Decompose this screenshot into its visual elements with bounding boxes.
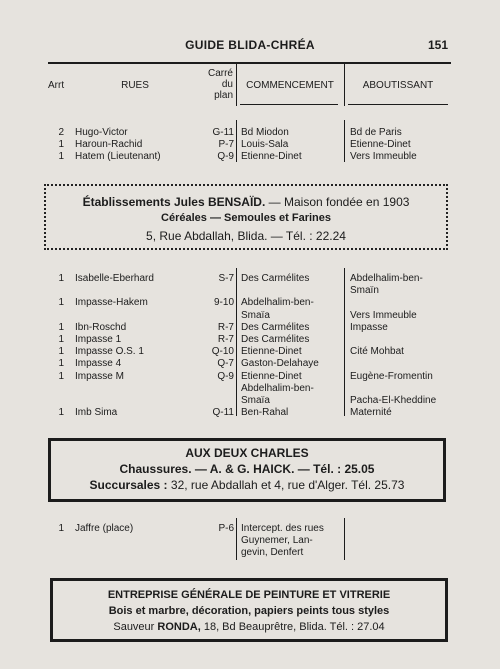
ad-bensaid-line2: Céréales — Semoules et Farines: [161, 212, 331, 224]
cell-carre: R-7: [217, 321, 234, 333]
cell-rue: Hugo-Victor: [75, 127, 128, 138]
cell-commencement: Ben-Rahal: [241, 407, 289, 419]
cell-carre: Q-9: [217, 151, 234, 162]
cell-commencement: Abdelhalim-ben-: [241, 382, 314, 394]
cell-arrt: 1: [58, 297, 64, 309]
cell-rue: Impasse-Hakem: [75, 297, 148, 309]
col-carre-l3: plan: [214, 90, 233, 101]
cell-carre: P-6: [218, 523, 234, 534]
cell-arrt: 1: [58, 151, 64, 162]
cell-aboutissant: Pacha-El-Kheddine: [350, 395, 437, 406]
cell-rue: Impasse 4: [75, 358, 122, 370]
cell-aboutissant: Vers Immeuble: [350, 151, 417, 162]
cell-carre: Q-10: [211, 346, 234, 358]
cell-arrt: 1: [58, 321, 64, 333]
ad-deux-charles-addr: 32, rue Abdallah et 4, rue d'Alger. Tél. 25.73: [170, 478, 405, 492]
cell-aboutissant: Impasse: [350, 321, 388, 333]
ad-bensaid: [44, 184, 448, 250]
cell-rue: Impasse M: [75, 370, 124, 382]
cell-commencement: Smaïa: [241, 395, 270, 406]
col-carre-l1: Carré: [207, 68, 233, 79]
cell-rue: Imb Sima: [75, 407, 118, 419]
ad-bensaid-line1: [46, 195, 446, 209]
col-divider: [344, 120, 345, 162]
cell-rue: Impasse 1: [75, 334, 122, 345]
cell-carre: R-7: [217, 334, 234, 345]
cell-arrt: 1: [58, 273, 64, 284]
cell-aboutissant: Etienne-Dinet: [350, 139, 411, 150]
ad-deux-charles: [48, 438, 446, 502]
col-head-underline: [348, 104, 448, 105]
cell-arrt: 2: [58, 127, 64, 138]
cell-arrt: 1: [58, 139, 64, 150]
col-divider: [236, 120, 237, 162]
cell-carre: Q-7: [217, 358, 234, 370]
cell-arrt: 1: [58, 358, 64, 370]
cell-commencement: Guynemer, Lan-: [241, 535, 313, 546]
col-carre: [193, 68, 233, 101]
cell-carre: Q-9: [217, 370, 234, 382]
cell-commencement: Des Carmélites: [241, 273, 310, 284]
cell-rue: Hatem (Lieutenant): [75, 151, 161, 162]
page-header-title: GUIDE BLIDA-CHRÉA: [185, 38, 315, 52]
ad-bensaid-line3: 5, Rue Abdallah, Blida. — Tél. : 22.24: [146, 229, 346, 243]
ad-deux-charles-line2: Chaussures. — A. & G. HAICK. — Tél. : 25.05: [119, 462, 375, 476]
cell-commencement: gevin, Denfert: [241, 547, 304, 558]
cell-commencement: Etienne-Dinet: [241, 370, 302, 382]
page-number: 151: [428, 38, 449, 52]
col-commencement: COMMENCEMENT: [246, 80, 334, 91]
ad-ronda-rest: 18, Bd Beauprêtre, Blida. Tél. : 27.04: [200, 621, 385, 633]
cell-aboutissant: Abdelhalim-ben-: [350, 273, 423, 284]
cell-rue: Ibn-Roschd: [75, 321, 127, 333]
cell-aboutissant: Smaïn: [350, 285, 379, 297]
cell-commencement: Louis-Sala: [241, 139, 289, 150]
ad-ronda-name: RONDA,: [157, 621, 201, 633]
ad-bensaid-suffix: — Maison fondée en 1903: [265, 195, 410, 209]
cell-aboutissant: Cité Mohbat: [350, 346, 404, 358]
cell-commencement: Gaston-Delahaye: [241, 358, 319, 370]
cell-commencement: Abdelhalim-ben-: [241, 297, 314, 309]
cell-carre: P-7: [218, 139, 234, 150]
ad-ronda-line1: ENTREPRISE GÉNÉRALE DE PEINTURE ET VITRERIE: [107, 589, 391, 601]
cell-aboutissant: Eugène-Fromentin: [350, 370, 433, 382]
col-divider: [236, 268, 237, 416]
cell-aboutissant: Bd de Paris: [350, 127, 402, 138]
cell-commencement: Des Carmélites: [241, 334, 310, 345]
cell-arrt: 1: [58, 346, 64, 358]
cell-commencement: Smaïa: [241, 309, 270, 321]
ad-deux-charles-succ: Succursales :: [89, 478, 171, 492]
ad-bensaid-prefix: Établissements Jules: [82, 195, 208, 209]
cell-commencement: Des Carmélites: [241, 321, 310, 333]
cell-commencement: Etienne-Dinet: [241, 151, 302, 162]
ad-ronda-line2: Bois et marbre, décoration, papiers peints tous styles: [108, 605, 390, 617]
ad-deux-charles-line3: [51, 478, 443, 492]
col-divider: [344, 268, 345, 416]
ad-ronda-line3: [53, 621, 445, 633]
cell-commencement: Intercept. des rues: [241, 523, 324, 534]
cell-commencement: Etienne-Dinet: [241, 346, 302, 358]
col-rues: RUES: [121, 80, 149, 91]
cell-rue: Isabelle-Eberhard: [75, 273, 154, 284]
cell-arrt: 1: [58, 407, 64, 419]
col-head-underline: [240, 104, 338, 105]
cell-commencement: Bd Miodon: [241, 127, 289, 138]
cell-rue: Jaffre (place): [75, 523, 134, 534]
cell-carre: S-7: [218, 273, 234, 284]
header-rule: [48, 62, 451, 64]
ad-ronda: [50, 578, 448, 642]
col-carre-l2: du: [221, 79, 233, 90]
col-divider: [344, 518, 345, 560]
cell-arrt: 1: [58, 334, 64, 345]
cell-arrt: 1: [58, 523, 64, 534]
col-divider: [236, 64, 237, 106]
col-divider: [236, 518, 237, 560]
cell-carre: G-11: [212, 127, 234, 138]
cell-rue: Impasse O.S. 1: [75, 346, 144, 358]
ad-ronda-prefix: Sauveur: [113, 621, 158, 633]
col-aboutissant: ABOUTISSANT: [362, 80, 434, 91]
cell-carre: 9-10: [213, 297, 234, 309]
cell-arrt: 1: [58, 370, 64, 382]
cell-aboutissant: Maternité: [350, 407, 392, 419]
col-divider: [344, 64, 345, 106]
ad-bensaid-name: BENSAÏD.: [207, 195, 266, 209]
ad-deux-charles-title: AUX DEUX CHARLES: [185, 446, 309, 460]
col-arrt: Arrt: [48, 80, 65, 91]
cell-aboutissant: Vers Immeuble: [350, 309, 417, 321]
cell-carre: Q-11: [212, 407, 234, 419]
cell-rue: Haroun-Rachid: [75, 139, 143, 150]
